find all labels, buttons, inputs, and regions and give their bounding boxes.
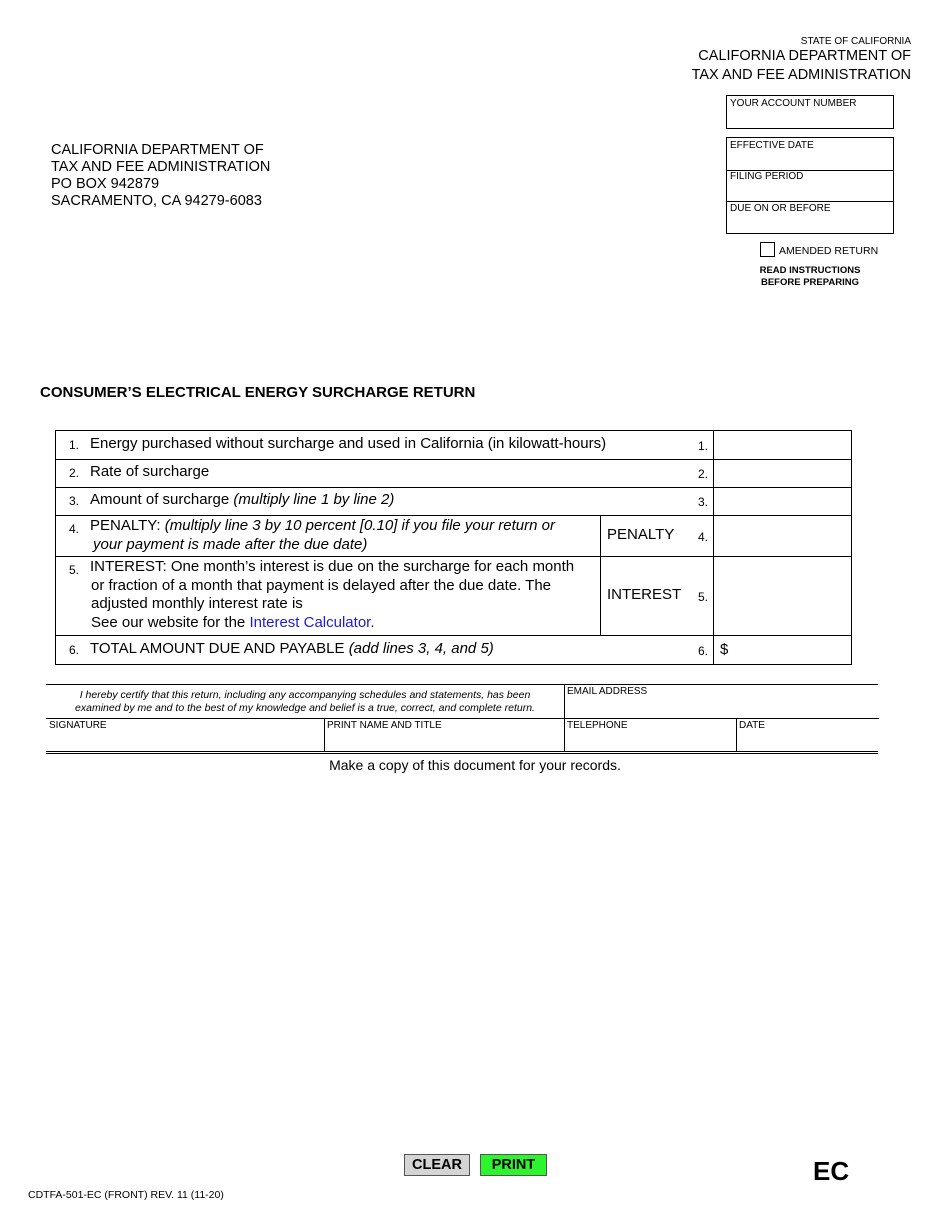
mailing-address bbox=[51, 142, 270, 210]
line-1-row bbox=[56, 431, 851, 460]
certification-section bbox=[46, 684, 878, 754]
line-4-ref: 4. bbox=[698, 530, 709, 544]
address-line1: CALIFORNIA DEPARTMENT OF bbox=[51, 142, 264, 158]
telephone-field[interactable] bbox=[564, 718, 737, 751]
date-label: DATE bbox=[739, 720, 765, 731]
signature-label: SIGNATURE bbox=[49, 720, 107, 731]
line-3-amount-field[interactable] bbox=[713, 487, 851, 515]
department-name-line1: CALIFORNIA DEPARTMENT OF bbox=[698, 48, 911, 64]
telephone-label: TELEPHONE bbox=[567, 720, 628, 731]
address-line4: SACRAMENTO, CA 94279-6083 bbox=[51, 193, 262, 209]
line-5-amount-field[interactable] bbox=[713, 556, 851, 635]
filing-period-field[interactable] bbox=[726, 169, 894, 202]
line-3-number: 3. bbox=[69, 494, 80, 508]
line-2-row bbox=[56, 459, 851, 488]
line-5-website-text: See our website for the bbox=[91, 613, 250, 631]
line-2-number: 2. bbox=[69, 466, 80, 480]
print-button[interactable]: PRINT bbox=[480, 1154, 547, 1176]
line-4-row bbox=[56, 515, 851, 557]
account-number-field[interactable] bbox=[726, 95, 894, 129]
line-5-text bbox=[90, 558, 574, 632]
read-instructions-line1: READ INSTRUCTIONS bbox=[759, 265, 861, 276]
line-6-instruction: (add lines 3, 4, and 5) bbox=[348, 640, 494, 657]
line-3-label: Amount of surcharge bbox=[90, 491, 234, 508]
line-4-label: PENALTY: bbox=[90, 517, 165, 534]
line-6-row bbox=[56, 636, 851, 664]
interest-label: INTEREST bbox=[607, 586, 682, 603]
line-5-period: . bbox=[370, 613, 375, 631]
amended-return-checkbox[interactable] bbox=[760, 242, 775, 257]
address-line2: TAX AND FEE ADMINISTRATION bbox=[51, 159, 271, 175]
due-date-label: DUE ON OR BEFORE bbox=[730, 203, 831, 214]
copy-note: Make a copy of this document for your records. bbox=[329, 757, 621, 773]
filing-period-label: FILING PERIOD bbox=[730, 171, 804, 182]
line-4-instruction-a: (multiply line 3 by 10 percent [0.10] if you file your return or bbox=[164, 517, 555, 534]
address-line3: PO BOX 942879 bbox=[51, 176, 160, 192]
line-5-text-c: adjusted monthly interest rate is bbox=[91, 595, 303, 612]
certification-text-a: I hereby certify that this return, including any accompanying schedules and statements, has been bbox=[79, 689, 531, 701]
read-instructions-line2: BEFORE PREPARING bbox=[760, 276, 859, 288]
effective-date-field[interactable] bbox=[726, 137, 894, 171]
line-4-instruction-b: your payment is made after the due date) bbox=[93, 535, 368, 553]
state-label: STATE OF CALIFORNIA bbox=[800, 36, 911, 47]
certification-text-b: examined by me and to the best of my knowledge and belief is a true, correct, and complete return. bbox=[75, 702, 535, 714]
line-1-number: 1. bbox=[69, 438, 80, 452]
form-id: CDTFA-501-EC (FRONT) REV. 11 (11-20) bbox=[28, 1189, 224, 1201]
print-name-title-field[interactable] bbox=[324, 718, 565, 751]
effective-date-label: EFFECTIVE DATE bbox=[730, 140, 814, 151]
dollar-sign: $ bbox=[720, 641, 729, 658]
department-name-line2: TAX AND FEE ADMINISTRATION bbox=[691, 67, 911, 83]
line-4-amount-field[interactable] bbox=[713, 515, 851, 556]
due-date-field[interactable] bbox=[726, 201, 894, 234]
line-6-amount-field[interactable] bbox=[713, 636, 851, 664]
certification-statement bbox=[46, 689, 564, 715]
penalty-label: PENALTY bbox=[607, 526, 675, 543]
line-4-number: 4. bbox=[69, 522, 80, 536]
line-1-text: Energy purchased without surcharge and used in California (in kilowatt-hours) bbox=[90, 435, 607, 452]
line-6-text bbox=[90, 640, 494, 659]
return-lines-table bbox=[55, 430, 852, 665]
line-2-amount-field[interactable] bbox=[713, 459, 851, 487]
amended-return-label: AMENDED RETURN bbox=[779, 245, 879, 257]
interest-calculator-link[interactable]: Interest Calculator bbox=[249, 613, 371, 631]
line-5-text-a: INTEREST: One month’s interest is due on the surcharge for each month bbox=[90, 558, 575, 575]
line-5-text-b: or fraction of a month that payment is delayed after the due date. The bbox=[91, 576, 552, 594]
line-3-text bbox=[90, 491, 394, 510]
line-2-ref: 2. bbox=[698, 467, 709, 481]
penalty-label-cell bbox=[600, 515, 714, 556]
line-5-number: 5. bbox=[69, 563, 80, 577]
line-5-text-d bbox=[91, 614, 574, 633]
line-6-number: 6. bbox=[69, 643, 80, 657]
signature-field[interactable] bbox=[46, 718, 324, 751]
line-3-ref: 3. bbox=[698, 495, 709, 509]
line-6-label: TOTAL AMOUNT DUE AND PAYABLE bbox=[90, 640, 349, 657]
clear-button[interactable]: CLEAR bbox=[404, 1154, 470, 1176]
line-2-text: Rate of surcharge bbox=[90, 463, 210, 480]
date-field[interactable] bbox=[736, 718, 879, 751]
account-number-label: YOUR ACCOUNT NUMBER bbox=[730, 98, 857, 109]
line-5-row bbox=[56, 556, 851, 636]
form-title: CONSUMER’S ELECTRICAL ENERGY SURCHARGE RETURN bbox=[40, 384, 476, 401]
form-code: EC bbox=[813, 1156, 850, 1186]
line-5-ref: 5. bbox=[698, 590, 709, 604]
line-3-instruction: (multiply line 1 by line 2) bbox=[233, 491, 395, 508]
line-3-row bbox=[56, 487, 851, 516]
line-1-amount-field[interactable] bbox=[713, 431, 851, 459]
email-label: EMAIL ADDRESS bbox=[567, 686, 648, 697]
line-4-text bbox=[90, 517, 555, 554]
line-1-ref: 1. bbox=[698, 439, 709, 453]
email-field[interactable] bbox=[564, 685, 879, 718]
interest-label-cell bbox=[600, 556, 714, 635]
line-6-ref: 6. bbox=[698, 644, 709, 658]
print-name-title-label: PRINT NAME AND TITLE bbox=[327, 720, 442, 731]
read-instructions-note bbox=[745, 265, 875, 288]
